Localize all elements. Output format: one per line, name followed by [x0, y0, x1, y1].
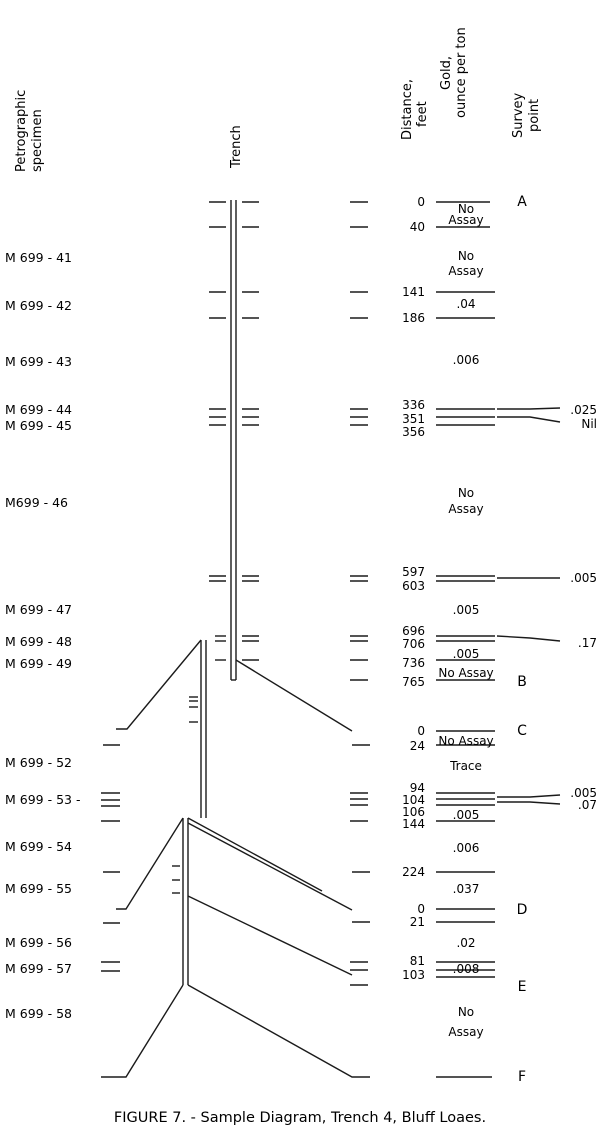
left-ticks — [101, 745, 120, 971]
survey-point: A — [517, 194, 527, 210]
distance-label: 351 — [402, 412, 425, 426]
distance-label: 21 — [409, 915, 425, 929]
survey-point: F — [517, 1069, 527, 1085]
header-gold-line1: Gold, — [439, 55, 454, 90]
distance-label: 356 — [402, 425, 425, 439]
trench-segment3-ticks — [172, 866, 180, 893]
survey-point: B — [517, 674, 527, 690]
distance-label: 0 — [417, 724, 425, 738]
distance-label: 40 — [409, 220, 425, 234]
distance-label: 104 — [402, 793, 425, 807]
side-value: Nil — [581, 417, 597, 431]
gold-value: No — [457, 486, 475, 500]
gold-value: .008 — [452, 962, 480, 976]
side-value: .17 — [577, 636, 597, 650]
gold-value: Assay — [448, 264, 484, 278]
specimen-label: M 699 - 47 — [5, 602, 72, 617]
distance-label: 603 — [402, 579, 425, 593]
side-value: .005 — [570, 786, 597, 800]
specimen-label: M 699 - 52 — [5, 755, 72, 770]
gold-value: Assay — [448, 502, 484, 516]
distance-label: 336 — [402, 398, 425, 412]
specimen-label: M 699 - 57 — [5, 961, 72, 976]
trench-drawing — [101, 200, 560, 1077]
header-trench: Trench — [229, 125, 244, 168]
connector-b-c-left — [116, 640, 201, 729]
specimen-label: M 699 - 53 - — [5, 792, 81, 807]
gold-value: .006 — [452, 353, 480, 367]
survey-side-lines — [497, 408, 560, 804]
distance-label: 696 — [402, 624, 425, 638]
specimen-label: M 699 - 45 — [5, 418, 72, 433]
survey-point: E — [517, 979, 527, 995]
specimen-labels — [5, 250, 80, 1021]
distance-label: 141 — [402, 285, 425, 299]
header-specimen-line2: specimen — [30, 109, 45, 172]
gold-value: .02 — [456, 936, 476, 950]
gold-value: Assay — [448, 1025, 484, 1039]
gold-value: .037 — [452, 882, 480, 896]
distance-label: 0 — [417, 902, 425, 916]
gold-value: Trace — [450, 759, 482, 773]
gold-value: .005 — [452, 808, 480, 822]
connector-e — [188, 896, 352, 975]
figure-caption: FIGURE 7. - Sample Diagram, Trench 4, Bluff Loaes. — [113, 1110, 487, 1126]
gold-value: .005 — [452, 647, 480, 661]
specimen-label: M 699 - 55 — [5, 881, 72, 896]
header-distance-line1: Distance, — [400, 79, 415, 140]
gold-value: .005 — [452, 603, 480, 617]
distance-label: 224 — [402, 865, 425, 879]
header-specimen-line1: Petrographic — [14, 89, 29, 172]
header-gold-line2: ounce per ton — [454, 27, 469, 118]
specimen-label: M 699 - 48 — [5, 634, 72, 649]
specimen-label: M 699 - 49 — [5, 656, 72, 671]
distance-label: 103 — [402, 968, 425, 982]
distance-label: 736 — [402, 656, 425, 670]
column-headers — [14, 27, 542, 172]
header-survey-line2: point — [527, 98, 542, 132]
gold-value: No Assay — [438, 734, 494, 748]
trench-main-ticks — [209, 202, 259, 660]
side-value: .025 — [570, 403, 597, 417]
distance-label: 24 — [409, 739, 425, 753]
distance-label: 0 — [417, 195, 425, 209]
side-value: .07 — [577, 798, 597, 812]
specimen-label: M 699 - 44 — [5, 402, 72, 417]
distance-label: 186 — [402, 311, 425, 325]
connector-f-right — [188, 985, 370, 1077]
specimen-label: M 699 - 41 — [5, 250, 72, 265]
specimen-label: M 699 - 43 — [5, 354, 72, 369]
specimen-label: M 699 - 58 — [5, 1006, 72, 1021]
survey-point: C — [517, 723, 527, 739]
distance-ticks — [350, 202, 370, 985]
survey-point: D — [516, 902, 528, 918]
distance-label: 706 — [402, 637, 425, 651]
side-value-labels — [570, 403, 597, 812]
gold-value: Assay — [448, 213, 484, 227]
distance-labels — [402, 195, 425, 982]
connector-b-c — [236, 660, 352, 731]
specimen-label: M 699 - 42 — [5, 298, 72, 313]
distance-label: 106 — [402, 805, 425, 819]
distance-label: 765 — [402, 675, 425, 689]
connector-d-right2 — [188, 823, 352, 910]
specimen-label: M 699 - 54 — [5, 839, 72, 854]
connector-d-right — [188, 818, 322, 891]
gold-value: .04 — [456, 297, 476, 311]
connector-f-left — [101, 985, 183, 1077]
distance-label: 144 — [402, 817, 425, 831]
trench-segment2-ticks — [189, 697, 198, 722]
survey-point-labels — [517, 194, 528, 1085]
gold-value: No Assay — [438, 666, 494, 680]
gold-value: No — [457, 202, 475, 216]
side-value: .005 — [570, 571, 597, 585]
distance-label: 597 — [402, 565, 425, 579]
header-distance-line2: feet — [415, 101, 430, 127]
distance-label: 94 — [409, 781, 425, 795]
distance-label: 81 — [409, 954, 425, 968]
specimen-label: M699 - 46 — [5, 495, 69, 510]
connector-d-left — [116, 818, 183, 909]
specimen-label: M 699 - 56 — [5, 935, 72, 950]
gold-value: No — [457, 249, 475, 263]
header-survey-line1: Survey — [511, 92, 526, 138]
gold-value: No — [457, 1005, 475, 1019]
gold-value: .006 — [452, 841, 480, 855]
gold-labels — [438, 202, 493, 1039]
